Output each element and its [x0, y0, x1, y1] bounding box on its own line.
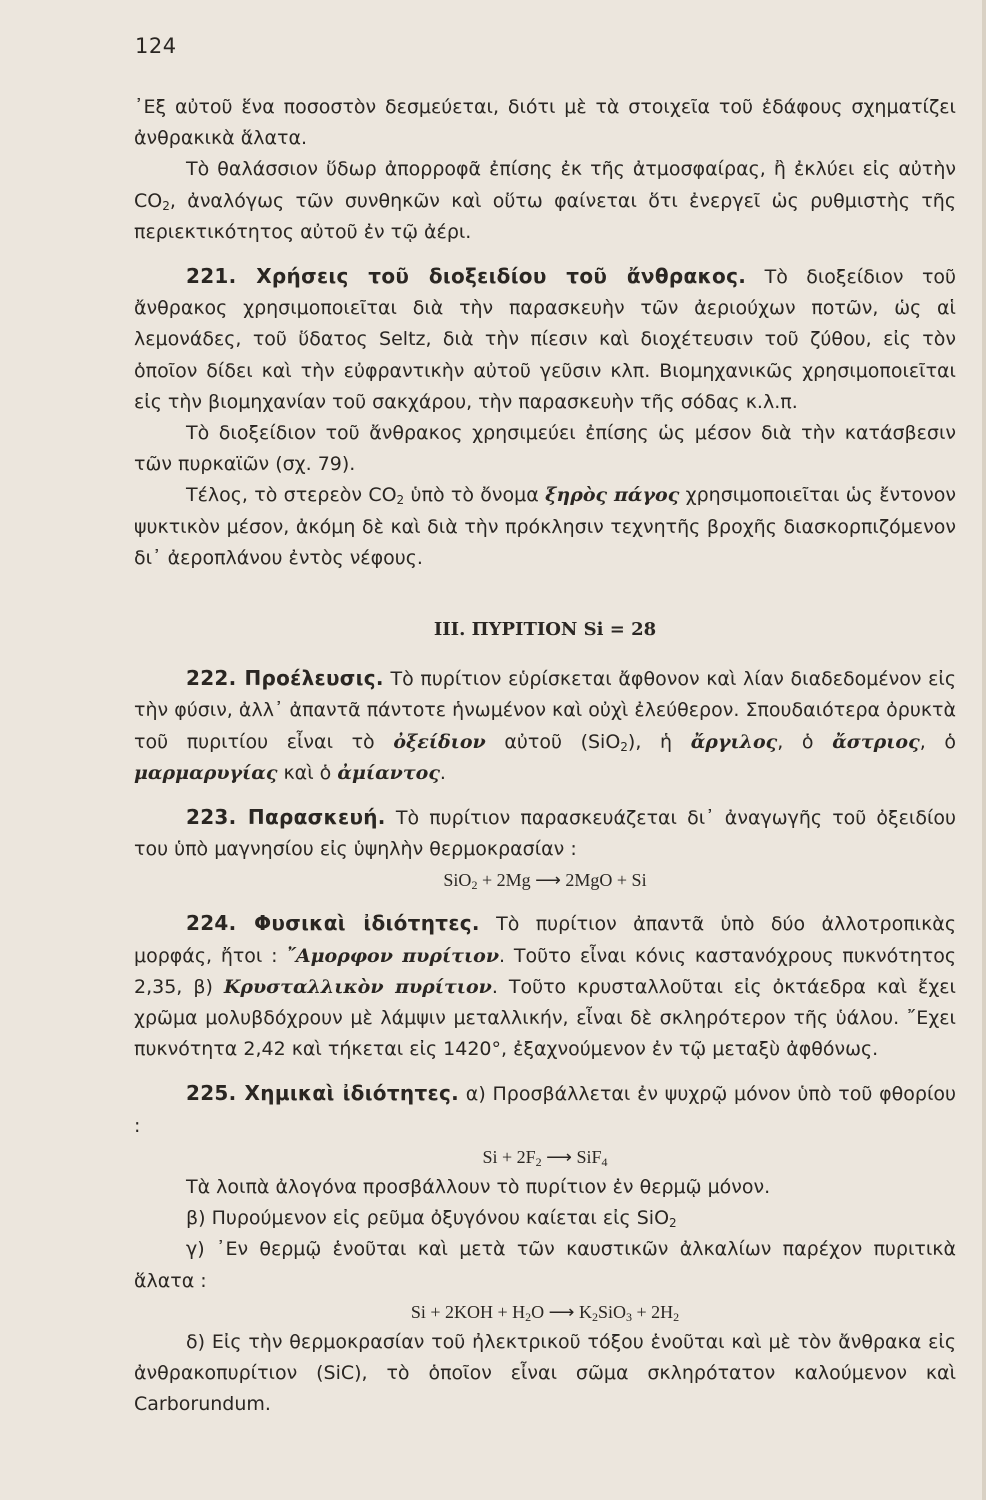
para-text: . Τοῦτο κρυσταλλοῦται εἰς ὀκτάεδρα καὶ ἔχει χρῶμα μολυβδόχρουν μὲ λάμψιν μεταλλικήν, εἶναι δὲ σκληρότερον τῆς ὑάλου. ῎Εχει πυκνότητα 2,42 καὶ τήκεται εἰς 1420°, ἐξαχνούμενον ἐν τῷ μεταξὺ ἀφθόνως. — [134, 975, 956, 1061]
paragraph-fire-extinguishing — [134, 418, 956, 480]
eq-subscript: 2 — [669, 1216, 677, 1231]
page-edge — [982, 0, 986, 1500]
paragraph-carbonates — [134, 92, 956, 154]
page-number: 124 — [135, 34, 177, 58]
para-text: δ) Εἰς τὴν θερμοκρασίαν τοῦ ἠλεκτρικοῦ τόξου ἑνοῦται καὶ μὲ τὸν ἄνθρακα εἰς ἀνθρακοπυρίτιον (SiC), τὸ ὁποῖον εἶναι σῶμα σκληρότατον καλούμενον καὶ Carborundum. — [134, 1330, 956, 1416]
para-text: καὶ ὁ — [277, 761, 338, 784]
section-heading-225: 225. Χημικαὶ ἰδιότητες. — [186, 1081, 459, 1106]
section-heading-224: 224. Φυσικαὶ ἰδιότητες. — [186, 911, 480, 936]
para-text: α) Προσβάλλεται ἐν ψυχρῷ μόνον ὑπὸ τοῦ φθορίου : — [134, 1083, 956, 1137]
para-text: Τὸ πυρίτιον ἀπαντᾶ ὑπὸ δύο ἀλλοτροπικὰς μορφάς, ἤτοι : — [134, 913, 956, 967]
paragraph-sea-water: Τὸ θαλάσσιον ὕδωρ ἀπορροφᾶ ἐπίσης ἐκ τῆς ἀτμοσφαίρας, ἢ ἐκλύει εἰς αὐτὴν $CO_2$, ἀναλόγως τῶν συνθηκῶν καὶ οὕτω φαίνεται ὅτι ἐνεργεῖ ὡς ρυθμιστὴς τῆς περιεκτικότητος αὐτοῦ ἐν τῷ ἀέρι. — [134, 158, 956, 243]
eq-part: SiO — [597, 1301, 626, 1322]
paragraph-oxygen — [134, 1203, 956, 1234]
eq-part: + 2Mg ⟶ 2MgO + Si — [477, 870, 647, 891]
page-body — [134, 92, 956, 1420]
eq-subscript: 2 — [525, 1309, 532, 1324]
term-amorphous-silicon: ῎Αμορφον πυρίτιον — [286, 944, 500, 967]
eq-subscript: 2 — [535, 1154, 542, 1169]
paragraph-dry-ice: Τέλος, τὸ στερεὸν $CO_2$ ὑπὸ τὸ ὄνομα ξηρὸς πάγος χρησιμοποιεῖται ὡς ἔντονον ψυκτικὸν μέσον, ἀκόμη δὲ καὶ διὰ τὴν πρόκλησιν τεχνητῆς βροχῆς διασκορπιζόμενον δι᾿ ἀεροπλάνου ἐντὸς νέφους. — [134, 484, 956, 569]
term-oxide: ὀξείδιον — [393, 730, 486, 753]
eq-subscript: 2 — [471, 878, 478, 893]
para-text: . Τοῦτο εἶναι κόνις καστανόχρους πυκνότητος 2,35, β) — [134, 944, 956, 998]
para-text: γ) ᾿Εν θερμῷ ἑνοῦται καὶ μετὰ τῶν καυστικῶν ἀλκαλίων παρέχον πυριτικὰ ἅλατα : — [134, 1238, 956, 1292]
term-feldspar: ἄστριος — [832, 730, 920, 753]
para-text: , ὁ — [919, 730, 956, 753]
para-text: ᾿Εξ αὐτοῦ ἕνα ποσοστὸν δεσμεύεται, διότι μὲ τὰ στοιχεῖα τοῦ ἐδάφους σχηματίζει ἀνθρακικὰ ἅλατα. — [134, 96, 956, 150]
paragraph-carbide — [134, 1327, 956, 1421]
section-title-silicon: III. ΠΥΡΙΤΙΟΝ Si = 28 — [433, 619, 657, 641]
para-text: , ἀναλόγως τῶν συνθηκῶν καὶ οὕτω φαίνεται ὅτι ἐνεργεῖ ὡς ρυθμιστὴς τῆς περιεκτικότητος αὐτοῦ ἐν τῷ ἀέρι. — [134, 189, 956, 243]
para-text: Τὸ πυρίτιον παρασκευάζεται δι᾿ ἀναγωγῆς τοῦ ὀξειδίου του ὑπὸ μαγνησίου εἰς ὑψηλὴν θερμοκρασίαν : — [134, 807, 956, 861]
equation-fluorination — [134, 1142, 956, 1172]
section-heading-222: 222. Προέλευσις. — [186, 666, 384, 691]
section-221 — [134, 261, 956, 418]
equation-alkali-reaction — [134, 1297, 956, 1327]
term-crystalline-silicon: Κρυσταλλικὸν πυρίτιον — [223, 975, 492, 998]
term-mica: μαρμαρυγίας — [134, 761, 278, 784]
eq-subscript: 4 — [601, 1154, 608, 1169]
para-text: Τὰ λοιπὰ ἀλογόνα προσβάλλουν τὸ πυρίτιον ἐν θερμῷ μόνον. — [186, 1175, 771, 1198]
section-222: 222. Προέλευσις. Τὸ πυρίτιον εὑρίσκεται ἄφθονον καὶ λίαν διαδεδομένον εἰς τὴν φύσιν, ἀλλ᾿ ἀπαντᾶ πάντοτε ἡνωμένον καὶ οὐχὶ ἐλεύθερον. Σπουδαιότερα ὀρυκτὰ τοῦ πυριτίου εἶναι τὸ ὀξείδιον αὐτοῦ (SiO$_2$), ἡ ἄργιλος, ὁ ἄστριος, ὁ μαρμαρυγίας καὶ ὁ ἀμίαντος. — [134, 666, 956, 784]
eq-part: Si + 2F — [482, 1146, 536, 1167]
eq-subscript: 2 — [673, 1309, 680, 1324]
eq-part: O ⟶ K — [531, 1301, 592, 1322]
para-text: Τὸ θαλάσσιον ὕδωρ ἀπορροφᾶ ἐπίσης ἐκ τῆς ἀτμοσφαίρας, ἢ ἐκλύει εἰς αὐτὴν CO — [134, 158, 956, 212]
section-heading-223: 223. Παρασκευή. — [186, 805, 386, 830]
para-text: Τὸ διοξείδιον τοῦ ἄνθρακος χρησιμεύει ἐπίσης ὡς μέσον διὰ τὴν κατάσβεσιν τῶν πυρκαϊῶν (σχ. 79). — [134, 422, 956, 476]
para-text: ), ἡ — [627, 730, 691, 753]
section-heading-221: 221. Χρήσεις τοῦ διοξειδίου τοῦ ἄνθρακος. — [186, 264, 747, 289]
paragraph-halogens — [134, 1172, 956, 1203]
eq-subscript: 2 — [591, 1309, 598, 1324]
paragraph-alkali — [134, 1234, 956, 1296]
term-dry-ice: ξηρὸς πάγος — [545, 484, 680, 507]
para-text: . — [439, 761, 446, 784]
section-223 — [134, 802, 956, 865]
term-clay: ἄργιλος — [690, 730, 778, 753]
equation-silica-reduction — [134, 865, 956, 895]
para-text: αὐτοῦ (SiO — [485, 730, 621, 753]
eq-part: ⟶ SiF — [541, 1146, 602, 1167]
para-text: Τὸ πυρίτιον εὑρίσκεται ἄφθονον καὶ λίαν διαδεδομένον εἰς τὴν φύσιν, ἀλλ᾿ ἀπαντᾶ πάντοτε ἡνωμένον καὶ οὐχὶ ἐλεύθερον. Σπουδαιότερα ὀρυκτὰ τοῦ πυριτίου εἶναι τὸ — [134, 668, 956, 753]
para-text: Τέλος, τὸ στερεὸν CO — [186, 484, 397, 507]
section-225 — [134, 1078, 956, 1141]
section-224 — [134, 908, 956, 1065]
eq-subscript: 3 — [625, 1309, 632, 1324]
para-text: χρησιμοποιεῖται ὡς ἔντονον ψυκτικὸν μέσον, ἀκόμη δὲ καὶ διὰ τὴν πρόκλησιν τεχνητῆς βροχῆς διασκορπιζόμενον δι᾿ ἀεροπλάνου ἐντὸς νέφους. — [134, 484, 956, 569]
para-text: Τὸ διοξείδιον τοῦ ἄνθρακος χρησιμοποιεῖται διὰ τὴν παρασκευὴν τῶν ἀεριούχων ποτῶν, ὡς αἱ λεμονάδες, τοῦ ὕδατος Seltz, διὰ τὴν πίεσιν καὶ διοχέτευσιν τοῦ ζύθου, εἰς τὸν ὁποῖον δίδει καὶ τὴν εὐφραντικὴν αὐτοῦ γεῦσιν κλπ. Βιομηχανικῶς χρησιμοποιεῖται εἰς τὴν βιομηχανίαν τοῦ σακχάρου, τὴν παρασκευὴν τῆς σόδας κ.λ.π. — [134, 266, 957, 413]
eq-part: + 2H — [631, 1301, 674, 1322]
para-text: β) Πυρούμενον εἰς ρεῦμα ὀξυγόνου καίεται εἰς SiO — [186, 1207, 670, 1230]
eq-part: SiO — [443, 870, 472, 891]
para-text: ὑπὸ τὸ ὄνομα — [404, 484, 546, 507]
para-text: , ὁ — [777, 730, 833, 753]
eq-part: Si + 2KOH + H — [410, 1301, 526, 1322]
term-asbestos: ἀμίαντος — [337, 761, 440, 784]
